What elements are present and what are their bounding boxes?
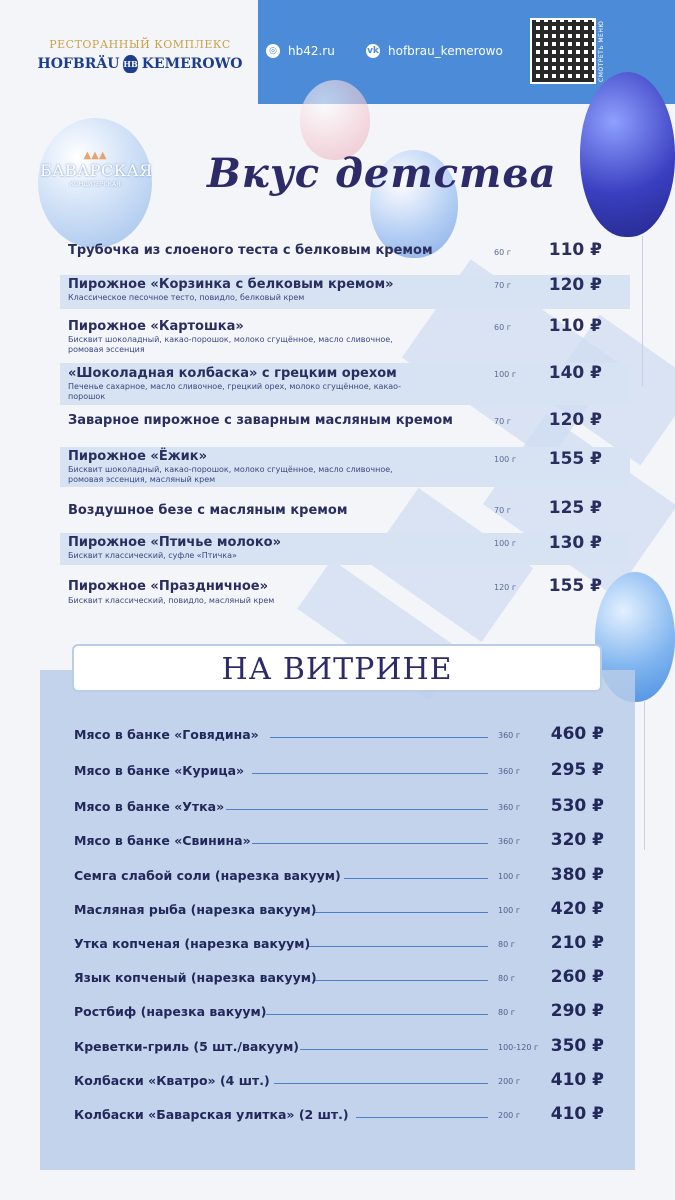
- dark-blue-balloon: [580, 72, 675, 237]
- item-price: 380 ₽: [550, 865, 604, 885]
- item-price: 140 ₽: [548, 363, 602, 383]
- qr-label: СМОТРЕТЬ МЕНЮ: [598, 20, 605, 82]
- item-name: Воздушное безе с масляным кремом: [68, 503, 348, 518]
- item-weight: 120 г: [494, 583, 517, 592]
- leader-line: [252, 843, 488, 844]
- item-weight: 70 г: [494, 417, 511, 426]
- item-name: Пирожное «Ёжик»: [68, 449, 207, 464]
- item-price: 155 ₽: [548, 576, 602, 596]
- item-weight: 70 г: [494, 506, 511, 515]
- vitrina-item: [74, 760, 604, 783]
- brand-subtitle: РЕСТОРАННЫЙ КОМПЛЕКС: [49, 38, 231, 51]
- crest-icon: HB: [123, 55, 137, 73]
- item-price: 155 ₽: [548, 449, 602, 469]
- item-weight: 80 г: [498, 940, 515, 949]
- website-text: hb42.ru: [288, 44, 335, 58]
- item-price: 420 ₽: [550, 899, 604, 919]
- vk-text: hofbrau_kemerowo: [388, 44, 503, 58]
- item-name: Мясо в банке «Утка»: [74, 799, 225, 814]
- leader-line: [314, 912, 488, 913]
- website-link[interactable]: [266, 44, 335, 58]
- item-weight: 360 г: [498, 837, 521, 846]
- list-item: [60, 315, 630, 359]
- vitrina-item: [74, 1070, 604, 1093]
- list-item: [60, 239, 630, 267]
- leader-line: [252, 773, 488, 774]
- item-weight: 100-120 г: [498, 1043, 539, 1052]
- item-price: 110 ₽: [548, 316, 602, 336]
- item-price: 410 ₽: [550, 1104, 604, 1124]
- item-weight: 100 г: [494, 370, 517, 379]
- item-name: Масляная рыба (нарезка вакуум): [74, 902, 317, 917]
- item-price: 410 ₽: [550, 1070, 604, 1090]
- item-name: Мясо в банке «Говядина»: [74, 727, 259, 742]
- list-item: [60, 275, 630, 309]
- section-title: Вкус детства: [207, 150, 557, 197]
- item-price: 110 ₽: [548, 240, 602, 260]
- restaurant-logo: [37, 38, 243, 73]
- item-name: «Шоколадная колбаска» с грецким орехом: [68, 366, 397, 381]
- item-name: Пирожное «Картошка»: [68, 319, 244, 334]
- item-price: 290 ₽: [550, 1001, 604, 1021]
- leader-line: [300, 1049, 488, 1050]
- item-description: Печенье сахарное, масло сливочное, грецкий орех, молоко сгущённое, какао-порошок: [68, 382, 401, 401]
- globe-icon: ◎: [266, 44, 280, 58]
- item-weight: 60 г: [494, 248, 511, 257]
- item-weight: 360 г: [498, 803, 521, 812]
- brand-name-right: KEMEROWO: [141, 56, 243, 72]
- item-weight: 70 г: [494, 281, 511, 290]
- list-item: [60, 533, 630, 565]
- item-price: 350 ₽: [550, 1036, 604, 1056]
- leader-line: [266, 1014, 488, 1015]
- item-name: Колбаски «Баварская улитка» (2 шт.): [74, 1107, 349, 1122]
- item-weight: 80 г: [498, 1008, 515, 1017]
- item-description: Бисквит классический, суфле «Птичка»: [68, 551, 237, 560]
- qr-code[interactable]: [530, 18, 596, 84]
- bakery-mark-icon: ▲▲▲: [83, 150, 107, 161]
- item-price: 530 ₽: [550, 796, 604, 816]
- leader-line: [344, 878, 488, 879]
- item-price: 460 ₽: [550, 724, 604, 744]
- item-weight: 60 г: [494, 323, 511, 332]
- vitrina-header: [72, 644, 602, 692]
- bakery-subtitle: КОНДИТЕРСКАЯ: [69, 181, 121, 188]
- item-weight: 100 г: [494, 539, 517, 548]
- item-name: Мясо в банке «Свинина»: [74, 833, 251, 848]
- brand-name: [37, 55, 243, 73]
- leader-line: [270, 737, 488, 738]
- vitrina-item: [74, 967, 604, 990]
- item-name: Пирожное «Праздничное»: [68, 579, 268, 594]
- list-item: [60, 363, 630, 405]
- item-name: Язык копченый (нарезка вакуум): [74, 970, 317, 985]
- item-name: Ростбиф (нарезка вакуум): [74, 1004, 267, 1019]
- item-name: Креветки-гриль (5 шт./вакуум): [74, 1039, 300, 1054]
- leader-line: [356, 1117, 488, 1118]
- item-name: Мясо в банке «Курица»: [74, 763, 245, 778]
- list-item: [60, 409, 630, 439]
- item-price: 120 ₽: [548, 275, 602, 295]
- item-price: 295 ₽: [550, 760, 604, 780]
- item-weight: 100 г: [494, 455, 517, 464]
- pink-balloon: [300, 80, 370, 160]
- item-name: Семга слабой соли (нарезка вакуум): [74, 868, 341, 883]
- list-item: [60, 575, 630, 609]
- item-name: Пирожное «Корзинка с белковым кремом»: [68, 277, 394, 292]
- item-description: Бисквит шоколадный, какао-порошок, молоко сгущённое, масло сливочное, ромовая эссенция: [68, 335, 393, 354]
- item-price: 320 ₽: [550, 830, 604, 850]
- leader-line: [226, 809, 488, 810]
- item-description: Бисквит классический, повидло, масляный крем: [68, 596, 275, 605]
- item-price: 125 ₽: [548, 498, 602, 518]
- list-item: [60, 497, 630, 525]
- item-price: 210 ₽: [550, 933, 604, 953]
- vitrina-item: [74, 1001, 604, 1024]
- item-name: Утка копченая (нарезка вакуум): [74, 936, 311, 951]
- item-name: Пирожное «Птичье молоко»: [68, 535, 281, 550]
- item-name: Заварное пирожное с заварным масляным кремом: [68, 413, 453, 428]
- leader-line: [274, 1083, 488, 1084]
- vitrina-item: [74, 899, 604, 922]
- vitrina-item: [74, 796, 604, 819]
- item-weight: 200 г: [498, 1077, 521, 1086]
- vitrina-item: [74, 830, 604, 853]
- bakery-logo: [40, 150, 153, 188]
- item-description: Классическое песочное тесто, повидло, белковый крем: [68, 293, 305, 302]
- item-price: 260 ₽: [550, 967, 604, 987]
- item-name: Колбаски «Кватро» (4 шт.): [74, 1073, 270, 1088]
- vk-link[interactable]: [366, 44, 503, 58]
- item-weight: 80 г: [498, 974, 515, 983]
- item-price: 130 ₽: [548, 533, 602, 553]
- item-weight: 100 г: [498, 872, 521, 881]
- item-weight: 360 г: [498, 767, 521, 776]
- bakery-name: БАВАРСКАЯ: [40, 161, 153, 180]
- item-weight: 360 г: [498, 731, 521, 740]
- item-description: Бисквит шоколадный, какао-порошок, молоко сгущённое, масло сливочное, ромовая эссенция, масляный крем: [68, 465, 393, 484]
- item-weight: 200 г: [498, 1111, 521, 1120]
- brand-name-left: HOFBRÄU: [37, 56, 120, 72]
- vitrina-item: [74, 933, 604, 956]
- leader-line: [308, 946, 488, 947]
- vk-icon: vk: [367, 46, 379, 56]
- vitrina-title: НА ВИТРИНЕ: [221, 652, 453, 687]
- vitrina-item: [74, 865, 604, 888]
- item-name: Трубочка из слоеного теста с белковым кремом: [68, 243, 433, 258]
- item-weight: 100 г: [498, 906, 521, 915]
- leader-line: [314, 980, 488, 981]
- vitrina-item: [74, 1104, 604, 1127]
- vitrina-item: [74, 724, 604, 747]
- item-price: 120 ₽: [548, 410, 602, 430]
- vitrina-item: [74, 1036, 604, 1059]
- list-item: [60, 447, 630, 487]
